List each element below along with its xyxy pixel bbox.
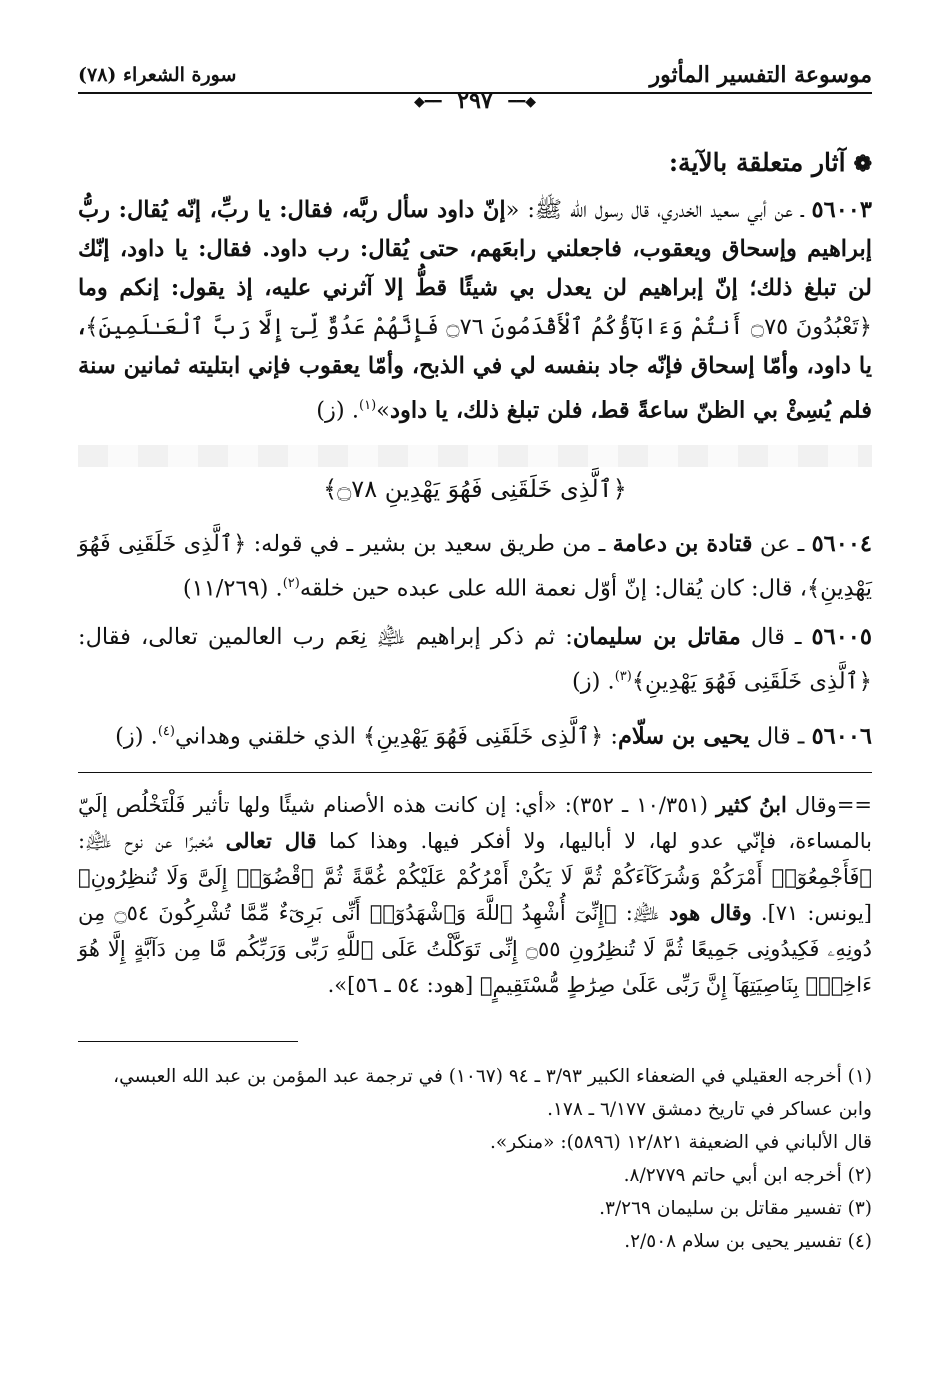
tafsir-entry (78, 525, 872, 609)
page-number (0, 88, 950, 114)
commentary-text: [هود: ٥٤ ـ ٥٦]». (327, 973, 480, 997)
quran-quote: ﴿ٱلَّذِى خَلَقَنِى فَهُوَ يَهْدِينِ﴾ (363, 723, 604, 749)
continued-commentary (78, 787, 872, 1003)
footnote-item: (١) أخرجه العقيلي في الضعفاء الكبير ٣/٩٣ ـ ٩٤ (١٠٦٧) في ترجمة عبد المؤمن بن عبد الله العبسي، وابن عساكر في تاريخ دمشق ٦/١٧٧ ـ ١٧٨. (113, 1066, 872, 1120)
faded-bleed-through-band (78, 445, 872, 467)
section-heading-text: آثار متعلقة بالآية: (668, 148, 846, 177)
entry-text: ـ عن أبي سعيد الخدري، قال رسول الله ﷺ: « (505, 197, 812, 223)
quran-quote: ﴿فَأَجْمِعُوٓا۟ أَمْرَكُمْ وَشُرَكَآءَكُمْ ثُمَّ لَا يَكُنْ أَمْرُكُمْ عَلَيْكُمْ غُمَّةً ثُمَّ ٱقْضُوٓا۟ إِلَىَّ وَلَا تُنظِرُونِ﴾ (78, 865, 872, 889)
page-number-value: ٢٩٧ (457, 88, 493, 114)
commentary-divider (78, 772, 872, 773)
quote-end: » (376, 397, 390, 424)
entry-number: ٥٦٠٠٤ (811, 530, 872, 557)
entry-number: ٥٦٠٠٥ (811, 624, 872, 650)
entry-number: ٥٦٠٠٣ (811, 197, 872, 223)
footnote-ref: (١) (359, 398, 377, 413)
quran-quote: ﴿ٱلَّذِى خَلَقَنِى فَهُوَ يَهْدِينِ﴾ (78, 530, 872, 601)
quran-quote: ﴿ٱلَّذِى خَلَقَنِى فَهُوَ يَهْدِينِ﴾ (631, 668, 872, 695)
bold-phrase: قال تعالى (225, 828, 317, 853)
narrator-name: يحيى بن سلّام (617, 723, 750, 749)
entry-text: : ثم ذكر إبراهيم ﵇ نِعَم رب العالمين تعالى، فقال: (78, 624, 573, 650)
running-header (78, 62, 872, 90)
hadith-text-cont: ، يا داود، وأمّا إسحاق فإنّه جاد بنفسه لي في الذبح، وأمّا يعقوب فإني ابتليته ثمانين سنة فلم يُسِئْ بي الظنّ ساعةً قط، فلن تبلغ ذلك، يا داود (78, 314, 872, 424)
entry-text: ـ عن (752, 530, 812, 557)
quran-quote: ﴿تَعْبُدُونَ ۝٧٥ أَنتُمْ وَءَابَآؤُكُمُ ٱلْأَقْدَمُونَ ۝٧٦ فَإِنَّهُمْ عَدُوٌّ لِّىٓ إِلَّا رَبَّ ٱلْعَـٰلَمِينَ﴾ (85, 314, 872, 340)
footnote-item: قال الألباني في الضعيفة ١٢/٨٢١ (٥٨٩٦): «منكر». (490, 1132, 872, 1153)
hadith-entry (78, 191, 872, 431)
book-title: موسوعة التفسير المأثور (649, 62, 872, 88)
verse-heading: ﴿ٱلَّذِى خَلَقَنِى فَهُوَ يَهْدِينِ ۝٧٨﴾ (323, 474, 627, 503)
narrator-name: مقاتل بن سليمان (572, 624, 741, 650)
entry-text: الذي خلقني وهداني (174, 723, 364, 749)
entry-tail: . (ز) (571, 668, 615, 695)
commentary-text: ﵇: (616, 901, 669, 925)
footnote-item: (٣) تفسير مقاتل بن سليمان ٣/٢٦٩. (599, 1198, 872, 1219)
footnote-ref: (٢) (282, 575, 300, 591)
entry-text: : (603, 723, 618, 749)
quran-quote: ﴿إِنِّىٓ أُشْهِدُ ٱللَّهَ وَٱشْهَدُوٓا۟ أَنِّى بَرِىٓءٌ مِّمَّا تُشْرِكُونَ ۝٥٤ مِن دُونِهِۦ فَكِيدُونِى جَمِيعًا ثُمَّ لَا تُنظِرُونِ ۝٥٥ إِنِّى تَوَكَّلْتُ عَلَى ٱللَّهِ رَبِّى وَرَبِّكُم مَّا مِن دَآبَّةٍ إِلَّا هُوَ ءَاخِذٌۢ بِنَاصِيَتِهَآ إِنَّ رَبِّى عَلَىٰ صِرَٰطٍ مُّسْتَقِيمٍ﴾ (78, 901, 872, 997)
ornament-icon: ◆━━ (508, 94, 537, 110)
entry-number: ٥٦٠٠٦ (811, 723, 872, 749)
ornament-icon: ━━◆ (413, 94, 442, 110)
commentary-text: مُخبرًا عن نوح ﵇: (78, 829, 226, 853)
narrator-name: قتادة بن دعامة (612, 530, 753, 557)
entry-text: ـ قال (740, 624, 812, 650)
entry-text: ـ قال (749, 723, 812, 749)
hadith-text: إنّ داود سأل ربَّه، فقال: يا ربِّ، إنّه يُقال: ربُّ إبراهيم وإسحاق ويعقوب، فاجعلني رابعَهم، حتى يُقال: رب داود. فقال: يا داود، إنّك لن تبلغ ذلك؛ إنّ إبراهيم لن يعدل بي شيئًا قطُّ إلا آثرني عليه، إذ يقول: إنكم وما (78, 197, 872, 301)
entry-text: ـ من طريق سعيد بن بشير ـ في قوله: (246, 530, 613, 557)
footnote-ref: (٣) (614, 669, 632, 684)
commentary-text: [يونس: ٧١]. (751, 901, 872, 925)
surah-reference: سورة الشعراء (٧٨) (78, 64, 237, 86)
footnote-ref: (٤) (157, 723, 175, 739)
footnote-item: (٤) تفسير يحيى بن سلام ٢/٥٠٨. (624, 1231, 872, 1252)
page-content (78, 148, 872, 1258)
entry-tail: . (ز) (115, 723, 158, 749)
tafsir-entry (78, 712, 872, 757)
section-heading (78, 148, 872, 177)
entry-tail: . (١١/٢٦٩) (182, 575, 283, 601)
bold-phrase: وقال هود (668, 900, 752, 925)
entry-tail: . (ز) (316, 397, 360, 424)
flower-ornament-icon: ❁ (853, 151, 872, 177)
footnote-divider (78, 1041, 298, 1042)
entry-text: ، قال: كان يُقال: إنّ أوّل نعمة الله على عبده حين خلقه (299, 575, 807, 601)
footnote-item: (٢) أخرجه ابن أبي حاتم ٨/٢٧٧٩. (623, 1165, 872, 1186)
commentary-text: (١٠/٣٥١ ـ ٣٥٢): «أي: إن كانت هذه الأصنام شيئًا ولها تأثير فَلْتَخْلُص إلَيّ بالمساءة، فإنّي عدو لها، لا أباليها، ولا أفكر فيها. وهذا كما (78, 793, 872, 853)
tafsir-entry (78, 618, 872, 702)
scholar-name: ابنُ كثير (716, 792, 787, 817)
footnotes (78, 1060, 872, 1258)
continuation-marker: == (836, 793, 873, 817)
commentary-text: وقال (786, 793, 837, 817)
